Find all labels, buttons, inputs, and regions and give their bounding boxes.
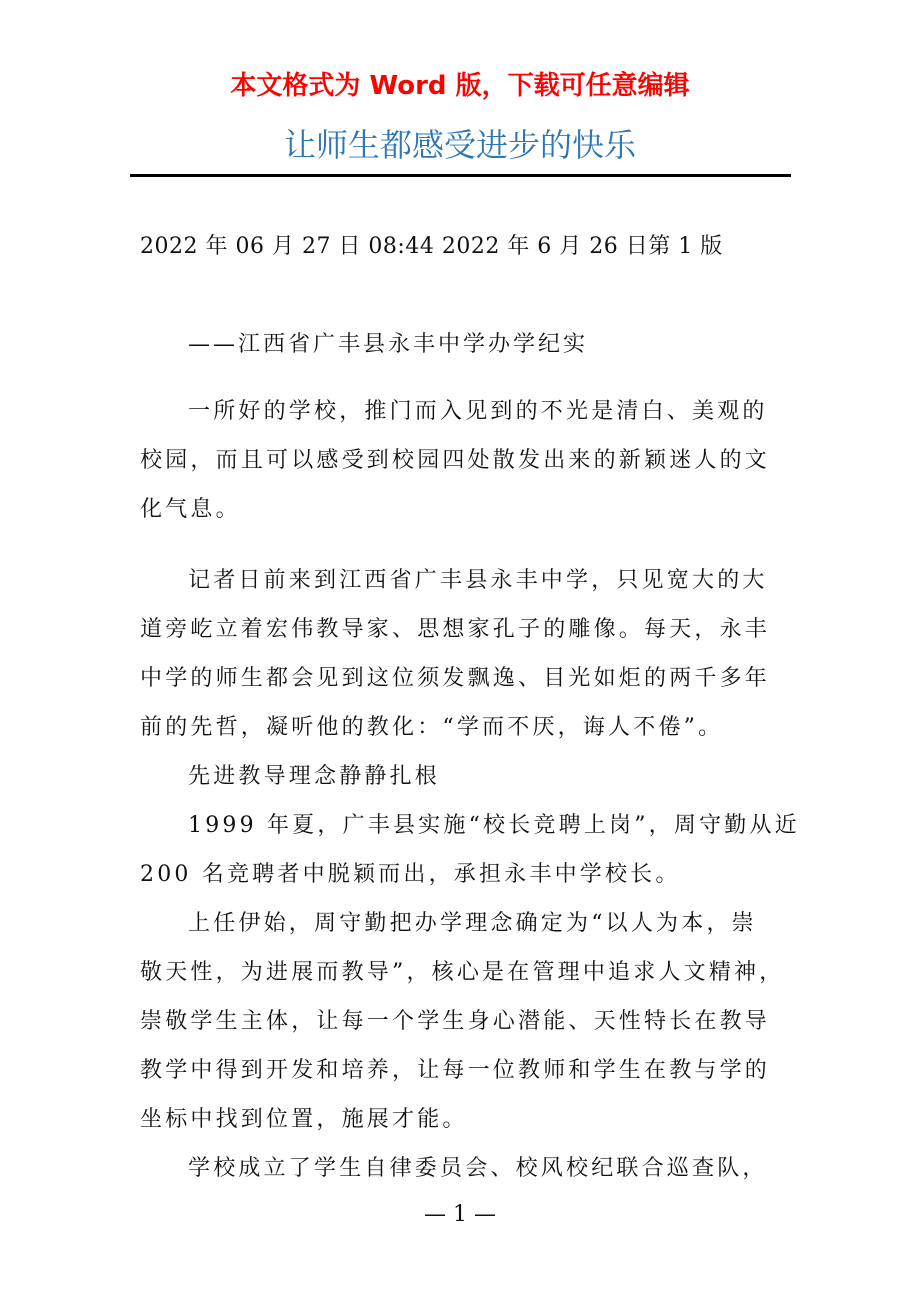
paragraph-line: 校园，而且可以感受到校园四处散发出来的新颖迷人的文 bbox=[140, 448, 771, 473]
paragraph-line: 1999 年夏，广丰县实施“校长竞聘上岗”，周守勤从近 bbox=[188, 813, 800, 838]
paragraph-line: 化气息。 bbox=[140, 497, 241, 522]
paragraph-line: 敬天性，为进展而教导”，核心是在管理中追求人文精神， bbox=[140, 960, 785, 985]
paragraph-line: 坐标中找到位置，施展才能。 bbox=[140, 1107, 468, 1132]
publication-date: 2022 年 06 月 27 日 08:44 2022 年 6 月 26 日第 1 版 bbox=[140, 234, 723, 259]
paragraph-line: 学校成立了学生自律委员会、校风校纪联合巡查队， bbox=[188, 1156, 768, 1181]
paragraph-line: 崇敬学生主体，让每一个学生身心潜能、天性特长在教导 bbox=[140, 1009, 771, 1034]
paragraph-line: 上任伊始，周守勤把办学理念确定为“以人为本，崇 bbox=[188, 911, 757, 936]
paragraph-line: 200 名竞聘者中脱颖而出，承担永丰中学校长。 bbox=[140, 862, 681, 887]
document-title: 让师生都感受进步的快乐 bbox=[283, 126, 636, 164]
paragraph-line: 记者日前来到江西省广丰县永丰中学，只见宽大的大 bbox=[188, 568, 768, 593]
page-number: — 1 — bbox=[424, 1202, 496, 1227]
format-notice-banner: 本文格式为 Word 版，下载可任意编辑 bbox=[230, 71, 690, 101]
article-body bbox=[140, 387, 800, 1193]
title-divider bbox=[130, 174, 791, 177]
paragraph-line: 教学中得到开发和培养，让每一位教师和学生在教与学的 bbox=[140, 1058, 771, 1083]
paragraph-line: 前的先哲，凝听他的教化：“学而不厌，诲人不倦”。 bbox=[140, 715, 724, 740]
paragraph-line: 道旁屹立着宏伟教导家、思想家孔子的雕像。每天，永丰 bbox=[140, 617, 771, 642]
paragraph-line: 一所好的学校，推门而入见到的不光是清白、美观的 bbox=[188, 399, 768, 424]
document-subtitle: ——江西省广丰县永丰中学办学纪实 bbox=[188, 332, 589, 357]
section-heading: 先进教导理念静静扎根 bbox=[188, 764, 441, 789]
paragraph-line: 中学的师生都会见到这位须发飘逸、目光如炬的两千多年 bbox=[140, 666, 771, 691]
